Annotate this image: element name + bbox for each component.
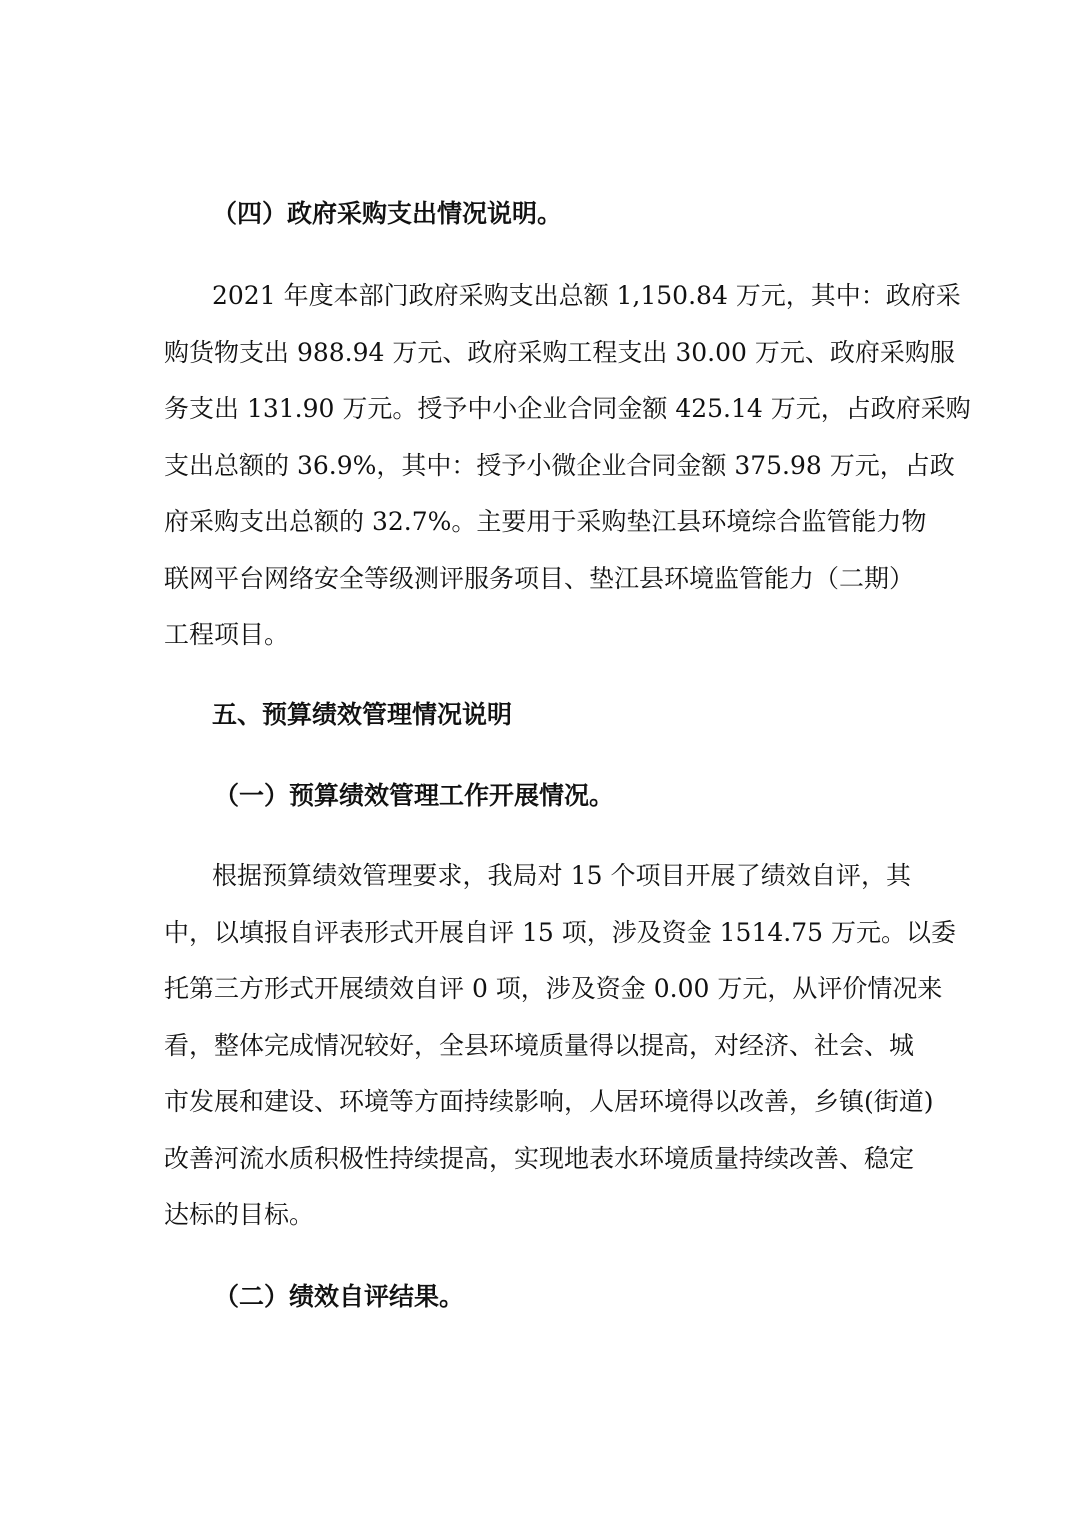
paragraph-line: 市发展和建设、环境等方面持续影响，人居环境得以改善，乡镇(街道) — [164, 1087, 934, 1116]
paragraph-government-procurement — [164, 268, 971, 664]
paragraph-line: 改善河流水质积极性持续提高，实现地表水环境质量持续改善、稳定 — [164, 1143, 915, 1173]
paragraph-line: 府采购支出总额的 32.7%。主要用于采购垫江县环境综合监管能力物 — [164, 507, 927, 536]
paragraph-line: 务支出 131.90 万元。授予中小企业合同金额 425.14 万元，占政府采购 — [164, 394, 971, 423]
paragraph-line: 工程项目。 — [164, 620, 290, 649]
section-heading-government-procurement: （四）政府采购支出情况说明。 — [212, 199, 563, 228]
paragraph-line: 达标的目标。 — [164, 1200, 315, 1229]
chapter-heading-budget-performance: 五、预算绩效管理情况说明 — [212, 700, 513, 729]
paragraph-line: 根据预算绩效管理要求，我局对 15 个项目开展了绩效自评，其 — [212, 861, 911, 890]
section-heading-self-evaluation-results: （二）绩效自评结果。 — [214, 1282, 465, 1311]
paragraph-line: 2021 年度本部门政府采购支出总额 1,150.84 万元，其中：政府采 — [212, 281, 961, 310]
paragraph-line: 托第三方形式开展绩效自评 0 项，涉及资金 0.00 万元，从评价情况来 — [164, 974, 943, 1003]
section-heading-performance-work: （一）预算绩效管理工作开展情况。 — [214, 781, 615, 810]
paragraph-line: 看，整体完成情况较好，全县环境质量得以提高，对经济、社会、城 — [164, 1030, 915, 1060]
paragraph-line: 联网平台网络安全等级测评服务项目、垫江县环境监管能力（二期） — [164, 563, 915, 593]
paragraph-performance-work — [164, 848, 956, 1244]
paragraph-line: 购货物支出 988.94 万元、政府采购工程支出 30.00 万元、政府采购服 — [164, 337, 955, 367]
paragraph-line: 中，以填报自评表形式开展自评 15 项，涉及资金 1514.75 万元。以委 — [164, 917, 956, 947]
paragraph-line: 支出总额的 36.9%，其中：授予小微企业合同金额 375.98 万元，占政 — [164, 450, 955, 480]
